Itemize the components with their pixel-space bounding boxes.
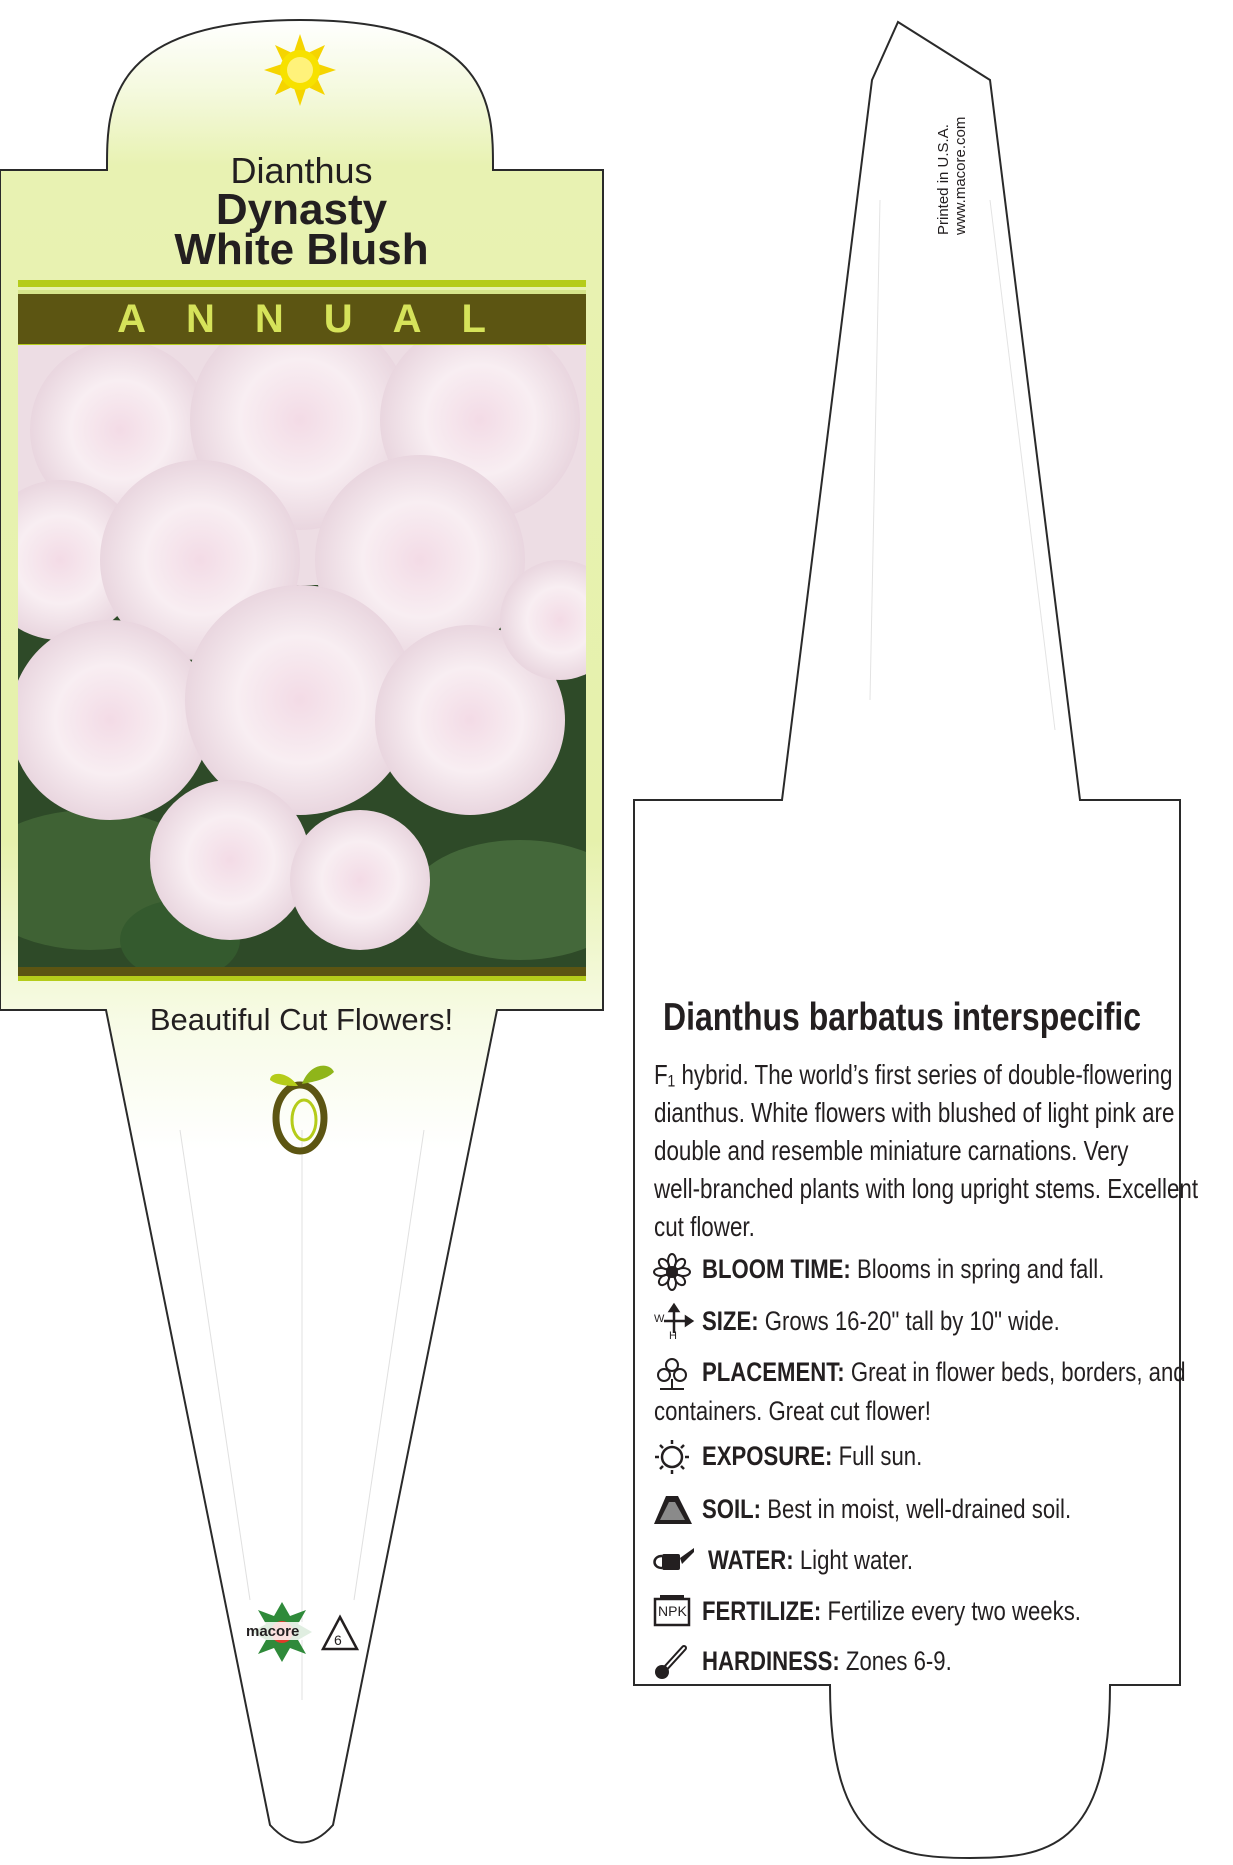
care-text: Zones 6-9. <box>845 1646 952 1676</box>
care-placement-cont <box>654 1396 931 1427</box>
description-line: double and resemble miniature carnations. Very <box>654 1135 1129 1166</box>
category-label: ANNUAL <box>117 297 526 341</box>
npk-icon-label: NPK <box>658 1603 687 1619</box>
flower-photo <box>0 310 630 980</box>
care-text: Great in flower beds, borders, and <box>850 1357 1186 1387</box>
botanical-name: Dianthus barbatus interspecific <box>663 996 1142 1039</box>
care-text: Best in moist, well-drained soil. <box>767 1494 1072 1524</box>
care-label: EXPOSURE: <box>702 1441 833 1471</box>
genus-name: Dianthus <box>230 150 373 191</box>
recycle-code: 6 <box>334 1632 342 1648</box>
care-label: SIZE: <box>702 1306 759 1336</box>
care-hardiness <box>702 1646 952 1677</box>
tagline: Beautiful Cut Flowers! <box>149 1002 454 1037</box>
brand-name: macore <box>246 1623 300 1640</box>
variety-name-line2: White Blush <box>174 225 429 274</box>
back-tag-outline <box>634 22 1180 1858</box>
care-text: Full sun. <box>838 1441 923 1471</box>
care-size <box>702 1306 1060 1337</box>
description <box>654 1056 1198 1246</box>
care-soil <box>702 1494 1071 1525</box>
variety-name-line1: Dynasty <box>215 185 388 234</box>
description-line: dianthus. White flowers with blushed of light pink are <box>654 1097 1175 1128</box>
care-label: BLOOM TIME: <box>702 1254 851 1284</box>
care-placement <box>702 1357 1186 1388</box>
care-text: Light water. <box>799 1545 914 1575</box>
care-label: FERTILIZE: <box>702 1596 822 1626</box>
care-water <box>708 1545 913 1576</box>
care-bloom-time <box>702 1254 1104 1285</box>
care-label: SOIL: <box>702 1494 762 1524</box>
care-text: Fertilize every two weeks. <box>827 1596 1081 1626</box>
size-icon-w: W <box>654 1313 665 1325</box>
care-exposure <box>702 1441 922 1472</box>
description-line: cut flower. <box>654 1211 755 1242</box>
care-text: containers. Great cut flower! <box>654 1396 931 1426</box>
care-label: WATER: <box>708 1545 794 1575</box>
printed-in: Printed in U.S.A. <box>935 124 952 235</box>
lime-rule-top <box>18 280 586 287</box>
care-text: Grows 16-20" tall by 10" wide. <box>764 1306 1060 1336</box>
care-fertilize <box>702 1596 1081 1627</box>
website: www.macore.com <box>952 116 969 235</box>
description-line: F₁ hybrid. The world’s first series of double-flowering <box>654 1059 1173 1090</box>
care-label: PLACEMENT: <box>702 1357 845 1387</box>
care-text: Blooms in spring and fall. <box>856 1254 1105 1284</box>
care-label: HARDINESS: <box>702 1646 840 1676</box>
description-line: well-branched plants with long upright stems. Excellent <box>654 1173 1199 1204</box>
size-icon-h: H <box>669 1330 677 1342</box>
